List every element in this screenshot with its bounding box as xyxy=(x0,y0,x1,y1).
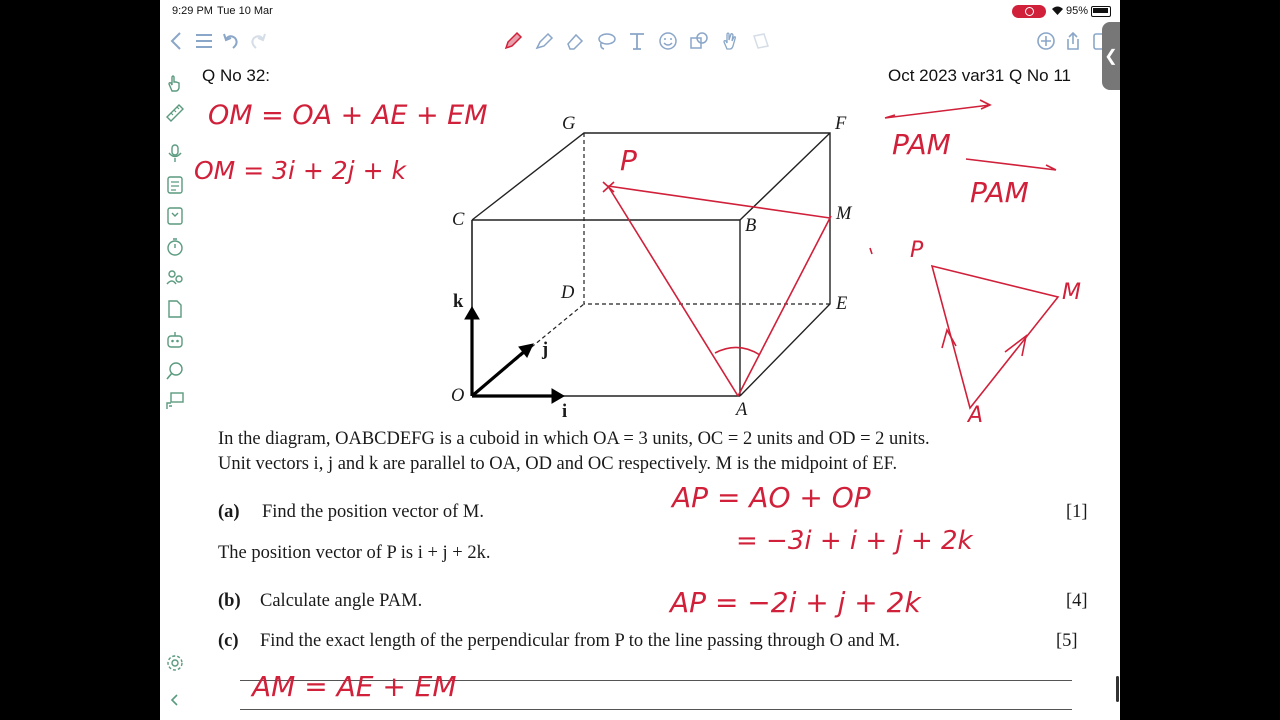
part-b-marks: [4] xyxy=(1066,591,1088,611)
ruler-icon[interactable] xyxy=(164,102,186,124)
people-icon[interactable] xyxy=(164,267,186,289)
label-j: j xyxy=(542,340,549,360)
highlighter-icon[interactable] xyxy=(531,28,557,54)
collapse-icon[interactable] xyxy=(164,689,186,711)
present-icon[interactable] xyxy=(164,390,186,412)
notes-icon[interactable] xyxy=(164,174,186,196)
ink-triangle-a: A xyxy=(968,403,984,428)
undo-icon[interactable] xyxy=(218,28,244,54)
sticker-icon[interactable] xyxy=(655,28,681,54)
eraser-icon[interactable] xyxy=(562,28,588,54)
ink-ap-line-2: = −3i + i + j + 2k xyxy=(736,526,973,556)
share-icon[interactable] xyxy=(1060,28,1086,54)
list-icon[interactable] xyxy=(191,28,217,54)
document-page xyxy=(190,58,1120,720)
lasso-icon[interactable] xyxy=(593,28,619,54)
part-b-label: (b) xyxy=(218,591,241,611)
battery-level: 95% xyxy=(1066,5,1089,17)
ink-ap-line-1: AP = AO + OP xyxy=(672,481,871,514)
scrollbar-thumb[interactable] xyxy=(1116,676,1119,702)
label-o: O xyxy=(451,386,465,406)
side-panel-handle[interactable] xyxy=(1102,22,1120,90)
label-f: F xyxy=(835,114,847,134)
part-c-marks: [5] xyxy=(1056,631,1078,651)
ink-om-line-1: OM = OA + AE + EM xyxy=(208,100,488,131)
label-i: i xyxy=(562,402,568,422)
question-text-line-2: Unit vectors i, j and k are parallel to OA, OD and OC respectively. M is the midpoint of EF. xyxy=(218,454,898,474)
status-bar xyxy=(160,0,1120,22)
status-time: 9:29 PM xyxy=(172,5,213,17)
part-b-text: Calculate angle PAM. xyxy=(260,591,423,611)
status-date: Tue 10 Mar xyxy=(217,5,273,17)
pen-icon[interactable] xyxy=(500,28,526,54)
ink-triangle-m: M xyxy=(1062,280,1081,305)
back-chevron-icon[interactable] xyxy=(164,28,190,54)
bookmark-icon[interactable] xyxy=(164,205,186,227)
position-vector-text: The position vector of P is i + j + 2k. xyxy=(218,543,491,563)
ruler-tool-icon[interactable] xyxy=(748,28,774,54)
settings-icon[interactable] xyxy=(164,652,186,674)
label-m: M xyxy=(836,204,852,224)
timer-icon[interactable] xyxy=(164,236,186,258)
part-a-text: Find the position vector of M. xyxy=(262,502,484,522)
touch-icon[interactable] xyxy=(164,72,186,94)
ink-ap-line-3: AP = −2i + j + 2k xyxy=(670,586,921,619)
part-a-marks: [1] xyxy=(1066,502,1088,522)
document-icon[interactable] xyxy=(164,298,186,320)
chevron-left-icon: ❮ xyxy=(1104,48,1118,65)
ink-am-line: AM = AE + EM xyxy=(252,670,457,703)
part-a-label: (a) xyxy=(218,502,240,522)
exam-reference: Oct 2023 var31 Q No 11 xyxy=(888,66,1072,85)
ink-point-p: P xyxy=(620,144,637,177)
mic-icon[interactable] xyxy=(164,142,186,164)
ink-om-line-2: OM = 3i + 2j + k xyxy=(194,156,406,185)
unit-vectors xyxy=(465,307,564,403)
ipad-screen xyxy=(160,0,1120,720)
sidebar xyxy=(160,62,190,720)
label-c: C xyxy=(452,210,465,230)
search-icon[interactable] xyxy=(164,360,186,382)
bot-icon[interactable] xyxy=(164,329,186,351)
answer-line-2 xyxy=(240,709,1072,710)
toolbar xyxy=(160,22,1120,62)
record-indicator-icon xyxy=(1012,5,1046,18)
ink-pam-1: PAM xyxy=(892,128,951,161)
label-b: B xyxy=(745,216,757,236)
part-c-label: (c) xyxy=(218,631,239,651)
ink-pam-2: PAM xyxy=(970,176,1029,209)
battery-icon xyxy=(1091,6,1111,17)
label-g: G xyxy=(562,114,576,134)
label-k: k xyxy=(453,292,464,312)
shapes-icon[interactable] xyxy=(686,28,712,54)
hand-icon[interactable] xyxy=(717,28,743,54)
redo-icon[interactable] xyxy=(245,28,271,54)
label-e: E xyxy=(836,294,848,314)
wifi-icon xyxy=(1051,5,1064,19)
question-text-line-1: In the diagram, OABCDEFG is a cuboid in which OA = 3 units, OC = 2 units and OD = 2 units. xyxy=(218,429,930,449)
label-a: A xyxy=(736,400,748,420)
cuboid-edges xyxy=(472,133,830,396)
part-c-text: Find the exact length of the perpendicular from P to the line passing through O and M. xyxy=(260,631,900,651)
label-d: D xyxy=(561,283,575,303)
add-icon[interactable] xyxy=(1033,28,1059,54)
ink-triangle-p: P xyxy=(910,238,924,263)
hidden-edges xyxy=(472,133,830,396)
text-icon[interactable] xyxy=(624,28,650,54)
question-number: Q No 32: xyxy=(202,66,271,85)
